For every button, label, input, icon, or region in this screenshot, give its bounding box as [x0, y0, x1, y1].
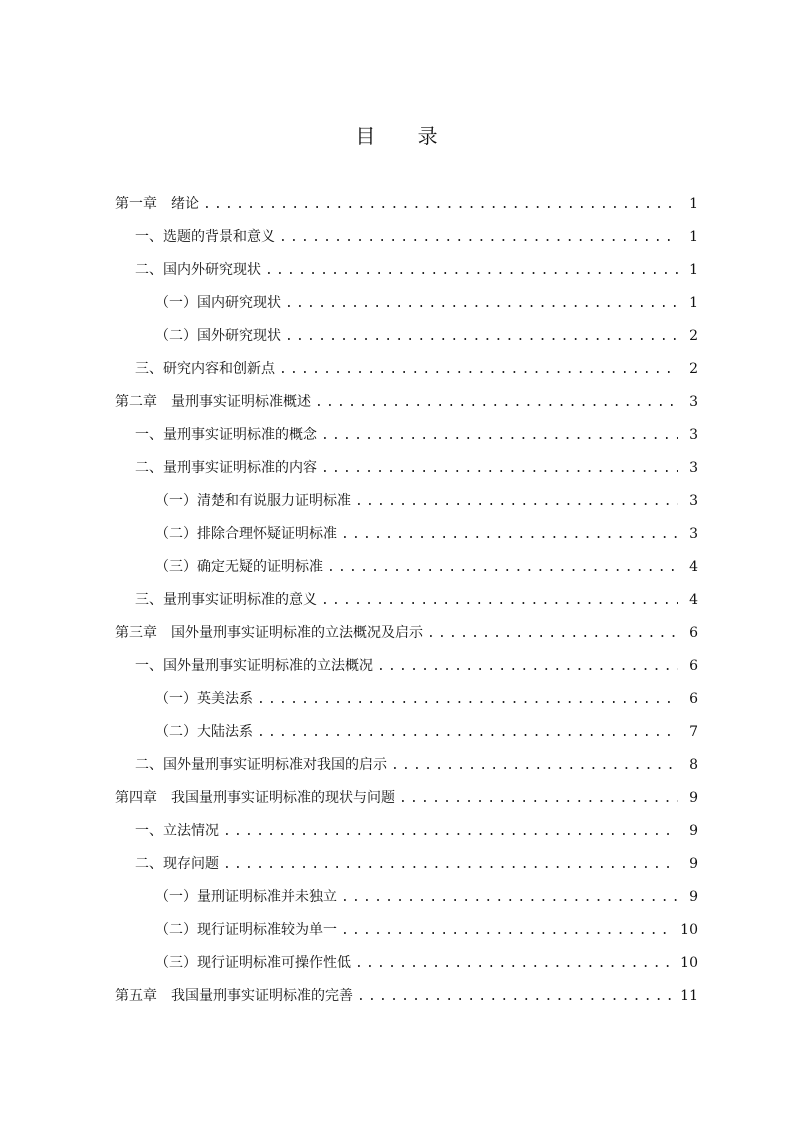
toc-entry-label: 我国量刑事实证明标准的完善: [171, 988, 353, 1004]
toc-entry[interactable]: [115, 754, 698, 787]
toc-entry-number: 第一章: [115, 196, 157, 212]
toc-entry-label: 国内外研究现状: [163, 262, 261, 278]
toc-entry-label: 确定无疑的证明标准: [197, 559, 323, 575]
toc-dot-leader: [321, 425, 678, 447]
toc-entry-label: 绪论: [171, 196, 199, 212]
toc-dot-leader: [427, 623, 678, 645]
toc-entry[interactable]: [115, 325, 698, 358]
toc-entry-page-number: 2: [689, 328, 698, 344]
toc-entry-page-number: 3: [689, 394, 698, 410]
toc-dot-leader: [321, 590, 678, 612]
toc-dot-leader: [257, 722, 678, 744]
toc-entry[interactable]: [115, 952, 698, 985]
toc-dot-leader: [377, 656, 678, 678]
toc-entry-page-number: 7: [689, 724, 698, 740]
toc-entry-number: （三）: [155, 559, 197, 575]
toc-entry-number: （二）: [155, 328, 197, 344]
toc-entry-label: 量刑证明标准并未独立: [197, 889, 337, 905]
toc-entry-label: 清楚和有说服力证明标准: [197, 493, 351, 509]
toc-entry-number: 一、: [135, 229, 163, 245]
toc-entry-number: 一、: [135, 823, 163, 839]
toc-entry-gap: [157, 622, 171, 644]
toc-entry-label: 现行证明标准较为单一: [197, 922, 337, 938]
toc-dot-leader: [391, 755, 678, 777]
toc-entry-page-number: 3: [689, 493, 698, 509]
toc-entry-page-number: 9: [689, 856, 698, 872]
toc-dot-leader: [279, 227, 678, 249]
toc-entry[interactable]: [115, 919, 698, 952]
toc-entry-page-number: 3: [689, 526, 698, 542]
toc-entry-label: 立法情况: [163, 823, 219, 839]
toc-entry-page-number: 2: [689, 361, 698, 377]
toc-entry-page-number: 6: [689, 691, 698, 707]
toc-entry[interactable]: [115, 787, 698, 820]
toc-entry[interactable]: [115, 886, 698, 919]
toc-entry[interactable]: [115, 358, 698, 391]
toc-entry-gap: [157, 391, 171, 413]
toc-entry[interactable]: [115, 523, 698, 556]
toc-entry-label: 国内研究现状: [197, 295, 281, 311]
toc-entry[interactable]: [115, 226, 698, 259]
toc-entry-label: 英美法系: [197, 691, 253, 707]
toc-dot-leader: [355, 953, 674, 975]
toc-entry-label: 研究内容和创新点: [163, 361, 275, 377]
toc-dot-leader: [285, 326, 678, 348]
toc-entry-number: 二、: [135, 757, 163, 773]
toc-dot-leader: [203, 194, 678, 216]
toc-entry-number: （二）: [155, 922, 197, 938]
toc-entry-page-number: 6: [689, 658, 698, 674]
toc-entry-number: 一、: [135, 427, 163, 443]
toc-entry-page-number: 1: [689, 229, 698, 245]
page-title: 目 录: [355, 124, 456, 148]
toc-entry[interactable]: [115, 457, 698, 490]
toc-entry-number: （一）: [155, 889, 197, 905]
toc-dot-leader: [223, 821, 678, 843]
toc-entry[interactable]: [115, 688, 698, 721]
toc-entry-gap: [157, 193, 171, 215]
toc-entry[interactable]: [115, 655, 698, 688]
toc-dot-leader: [327, 557, 678, 579]
toc-entry[interactable]: [115, 556, 698, 589]
toc-entry[interactable]: [115, 292, 698, 325]
toc-entry-label: 选题的背景和意义: [163, 229, 275, 245]
toc-entry-page-number: 11: [680, 988, 698, 1004]
toc-entry[interactable]: [115, 721, 698, 754]
toc-entry-number: （一）: [155, 691, 197, 707]
toc-entry-page-number: 9: [689, 889, 698, 905]
toc-entry-number: 三、: [135, 592, 163, 608]
toc-entry-label: 量刑事实证明标准的内容: [163, 460, 317, 476]
toc-entry-number: 二、: [135, 460, 163, 476]
toc-entry[interactable]: [115, 490, 698, 523]
toc-entry-label: 国外量刑事实证明标准对我国的启示: [163, 757, 387, 773]
toc-dot-leader: [355, 491, 678, 513]
toc-entry[interactable]: [115, 259, 698, 292]
toc-entry[interactable]: [115, 622, 698, 655]
toc-entry[interactable]: [115, 853, 698, 886]
toc-entry-label: 排除合理怀疑证明标准: [197, 526, 337, 542]
toc-entry-number: 三、: [135, 361, 163, 377]
toc-entry-label: 国外量刑事实证明标准的立法概况及启示: [171, 625, 423, 641]
toc-entry-gap: [157, 985, 171, 1007]
toc-entry-label: 大陆法系: [197, 724, 253, 740]
toc-entry-number: 二、: [135, 262, 163, 278]
toc-entry-page-number: 10: [680, 922, 698, 938]
toc-entry[interactable]: [115, 424, 698, 457]
toc-entry-page-number: 1: [689, 295, 698, 311]
toc-dot-leader: [399, 788, 678, 810]
toc-entry-number: 第二章: [115, 394, 157, 410]
toc-entry-page-number: 3: [689, 460, 698, 476]
toc-entry[interactable]: [115, 193, 698, 226]
toc-entry-page-number: 6: [689, 625, 698, 641]
toc-entry-number: （三）: [155, 955, 197, 971]
toc-dot-leader: [223, 854, 678, 876]
toc-entry-page-number: 8: [689, 757, 698, 773]
table-of-contents: [115, 193, 698, 1018]
toc-dot-leader: [265, 260, 678, 282]
toc-entry-number: 第五章: [115, 988, 157, 1004]
toc-entry-label: 量刑事实证明标准的概念: [163, 427, 317, 443]
toc-entry[interactable]: [115, 820, 698, 853]
toc-entry-page-number: 1: [689, 262, 698, 278]
toc-entry-label: 量刑事实证明标准概述: [171, 394, 311, 410]
toc-entry-page-number: 4: [689, 592, 698, 608]
toc-entry-label: 现行证明标准可操作性低: [197, 955, 351, 971]
toc-entry-gap: [157, 787, 171, 809]
toc-entry-page-number: 4: [689, 559, 698, 575]
toc-entry-page-number: 9: [689, 790, 698, 806]
toc-entry-page-number: 10: [680, 955, 698, 971]
toc-dot-leader: [321, 458, 678, 480]
toc-entry-page-number: 9: [689, 823, 698, 839]
toc-dot-leader: [285, 293, 678, 315]
toc-entry-number: （二）: [155, 526, 197, 542]
toc-entry-number: 第四章: [115, 790, 157, 806]
toc-entry-label: 量刑事实证明标准的意义: [163, 592, 317, 608]
toc-entry-number: （一）: [155, 493, 197, 509]
toc-entry-number: 一、: [135, 658, 163, 674]
toc-entry[interactable]: [115, 589, 698, 622]
toc-dot-leader: [279, 359, 678, 381]
toc-dot-leader: [357, 986, 674, 1008]
toc-dot-leader: [315, 392, 678, 414]
toc-dot-leader: [341, 887, 678, 909]
toc-dot-leader: [257, 689, 678, 711]
toc-dot-leader: [341, 524, 678, 546]
toc-entry-page-number: 1: [689, 196, 698, 212]
toc-entry-label: 国外量刑事实证明标准的立法概况: [163, 658, 373, 674]
toc-entry-page-number: 3: [689, 427, 698, 443]
toc-entry-number: 第三章: [115, 625, 157, 641]
toc-entry[interactable]: [115, 985, 698, 1018]
toc-entry-label: 国外研究现状: [197, 328, 281, 344]
toc-entry-number: 二、: [135, 856, 163, 872]
toc-dot-leader: [341, 920, 674, 942]
toc-entry-label: 我国量刑事实证明标准的现状与问题: [171, 790, 395, 806]
toc-entry[interactable]: [115, 391, 698, 424]
toc-entry-label: 现存问题: [163, 856, 219, 872]
toc-entry-number: （二）: [155, 724, 197, 740]
toc-entry-number: （一）: [155, 295, 197, 311]
